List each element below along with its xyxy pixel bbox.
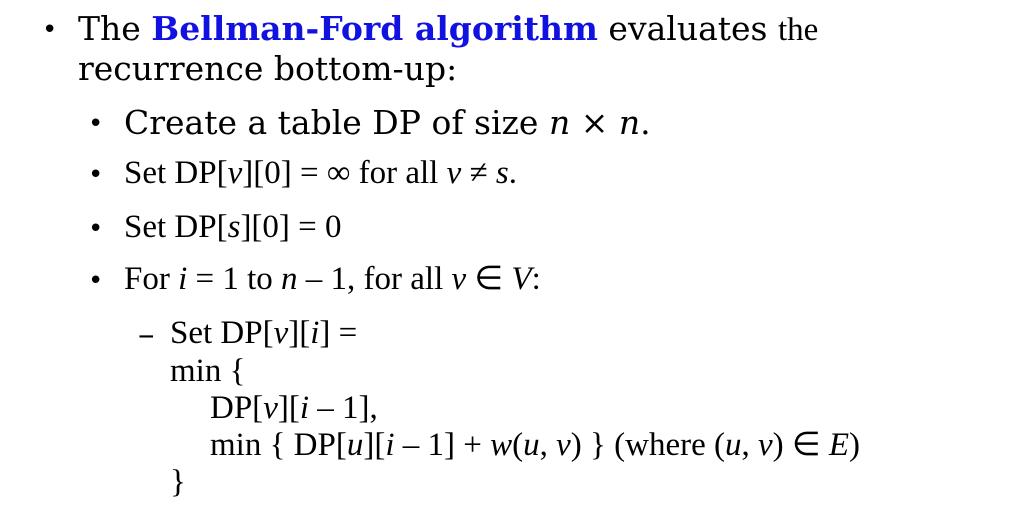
- main-bullet-the: the: [777, 12, 819, 48]
- step1-bullet-dot: •: [88, 109, 104, 139]
- step3-text: Set DP[s][0] = 0: [124, 209, 342, 245]
- sub-line4: min { DP[u][i – 1] + w(u, v) } (where (u, v) ∈ E): [210, 427, 861, 463]
- main-bullet-line2: recurrence bottom-up:: [78, 49, 458, 88]
- sub-item-dash: –: [138, 314, 155, 353]
- step4-text: For i = 1 to n – 1, for all v ∈ V:: [124, 261, 541, 297]
- step2-bullet-dot: •: [88, 160, 104, 190]
- main-bullet-suffix: evaluates: [608, 9, 768, 48]
- step2-text: Set DP[v][0] = ∞ for all v ≠ s.: [124, 155, 517, 191]
- step4-bullet-dot: •: [88, 266, 104, 296]
- sub-line3: DP[v][i – 1],: [210, 390, 378, 426]
- sub-line2: min {: [170, 353, 246, 389]
- main-bullet-line1: [78, 9, 819, 48]
- main-bullet-dot: •: [42, 15, 58, 45]
- bellman-ford-highlight: Bellman-Ford algorithm: [151, 9, 598, 48]
- step3-bullet-dot: •: [88, 214, 104, 244]
- step1-text: Create a table DP of size n × n.: [124, 103, 651, 142]
- sub-line1: Set DP[v][i] =: [170, 315, 358, 351]
- sub-line5: }: [170, 464, 186, 500]
- main-bullet-prefix: The: [78, 9, 141, 48]
